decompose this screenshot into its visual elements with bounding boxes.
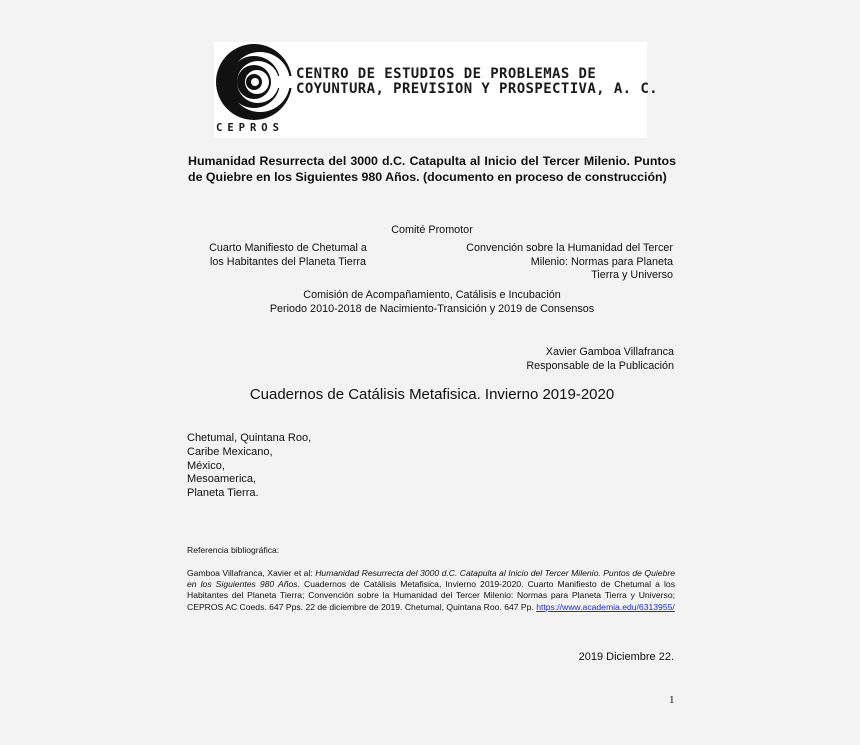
place-line: Mesoamerica,	[187, 473, 257, 486]
place-line: México,	[187, 459, 225, 472]
commission-line: Comisión de Acompañamiento, Catálisis e Incubación	[303, 289, 561, 301]
left-column-manifesto	[188, 242, 388, 269]
place-line: Caribe Mexicano,	[187, 445, 273, 458]
committee-heading: Comité Promotor	[391, 224, 473, 236]
author-name: Xavier Gamboa Villafranca	[545, 346, 674, 358]
place-line: Chetumal, Quintana Roo,	[187, 432, 312, 444]
author-block	[526, 346, 674, 373]
convention-line: Milenio: Normas para Planeta	[530, 255, 673, 268]
place-block	[187, 432, 311, 501]
reference-details: . Cuadernos de Catálisis Metafisica, Invierno 2019-2020. Cuarto Manifiesto de Chetumal a los Habitantes del Planeta Tierra; Convención sobre la Humanidad del Tercer Milenio: Normas para Planeta Tierra y Universo; CEPROS AC Coeds. 647 Pps. 22 de diciembre de 2019. Chetumal, Quintana Roo. 647 Pp.	[187, 579, 675, 612]
reference-body	[187, 568, 675, 613]
convention-line: Convención sobre la Humanidad del Tercer	[466, 242, 673, 254]
right-column-convention	[420, 242, 673, 283]
document-date: 2019 Diciembre 22.	[578, 651, 674, 663]
commission-block	[188, 289, 676, 316]
convention-line: Tierra y Universo	[591, 269, 673, 281]
page-number: 1	[669, 694, 675, 706]
org-name-line-1: CENTRO DE ESTUDIOS DE PROBLEMAS DE	[296, 66, 597, 82]
reference-title: Humanidad Resurrecta del 3000 d.C. Catapulta al Inicio del Tercer Milenio. Puntos de Quiebre en los Siguientes 980 Años	[187, 568, 675, 590]
reference-author: Gamboa Villafranca, Xavier et al:	[187, 568, 316, 578]
org-acronym: CEPROS	[216, 122, 284, 134]
reference-link[interactable]: https://www.academia.edu/6313955/	[536, 601, 675, 612]
author-role: Responsable de la Publicación	[526, 359, 674, 372]
concentric-circles-logo-icon	[214, 42, 294, 122]
manifesto-line: Cuarto Manifiesto de Chetumal a	[209, 242, 367, 254]
document-title: Humanidad Resurrecta del 3000 d.C. Catapulta al Inicio del Tercer Milenio. Puntos de Quiebre en los Siguientes 980 Años. (documento en proceso de construcción)	[188, 154, 676, 184]
reference-heading: Referencia bibliográfica:	[187, 545, 280, 555]
notebook-title: Cuadernos de Catálisis Metafisica. Invierno 2019-2020	[249, 386, 615, 403]
manifesto-line: los Habitantes del Planeta Tierra	[209, 255, 367, 268]
org-name-line-2: COYUNTURA, PREVISION Y PROSPECTIVA, A. C.	[296, 81, 658, 97]
cepros-letterhead	[214, 42, 658, 138]
place-line: Planeta Tierra.	[187, 487, 259, 500]
commission-line: Periodo 2010-2018 de Nacimiento-Transición y 2019 de Consensos	[269, 302, 595, 315]
